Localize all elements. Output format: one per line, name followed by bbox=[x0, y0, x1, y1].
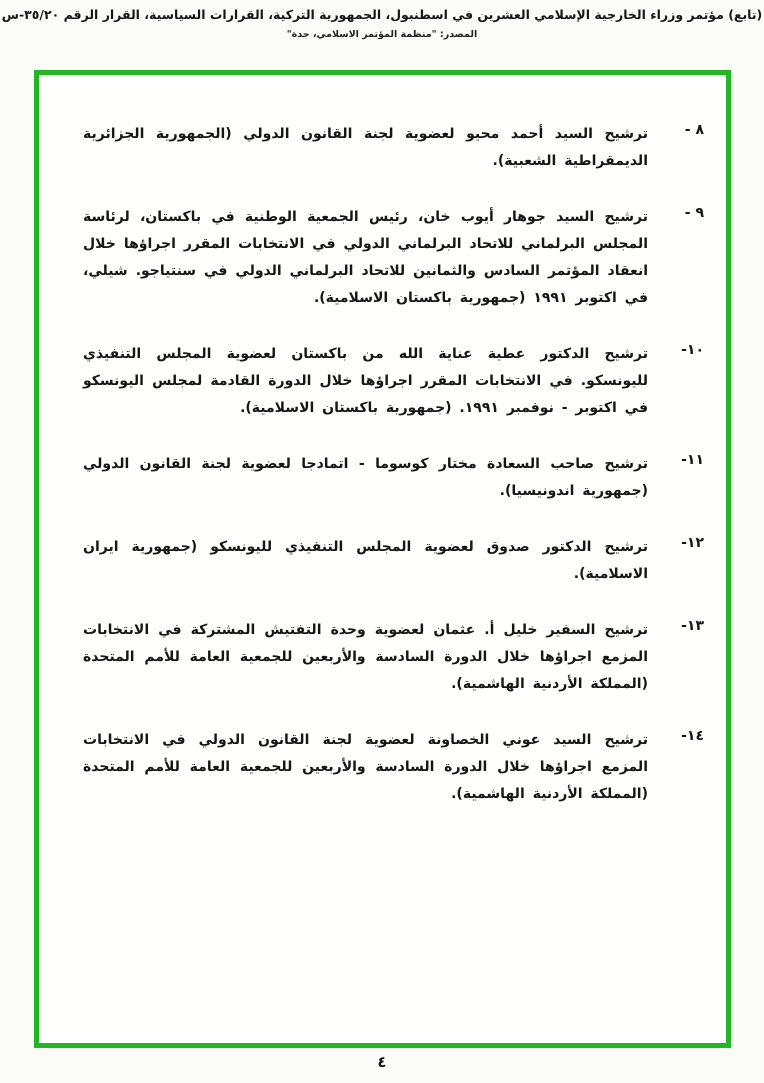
item-number: ٨ - bbox=[684, 122, 704, 138]
list-item bbox=[83, 534, 704, 588]
item-number: ١٢- bbox=[681, 535, 704, 551]
list-item bbox=[83, 204, 704, 312]
item-text: ترشيح صاحب السعادة مختار كوسوما - اتمادجا لعضوية لجنة القانون الدولي (جمهورية اندونيسيا). bbox=[83, 456, 648, 499]
list-item bbox=[83, 617, 704, 698]
list-item bbox=[83, 121, 704, 175]
item-text: ترشيح السفير خليل أ. عثمان لعضوية وحدة التفتيش المشتركة في الانتخابات المزمع اجراؤها خلال الدورة السادسة والأربعين للجمعية العامة للأمم المتحدة (المملكة الأردنية الهاشمية). bbox=[83, 622, 648, 692]
item-number: ١١- bbox=[681, 452, 704, 468]
source-line: المصدر: "منظمة المؤتمر الاسلامي، جدة" bbox=[286, 29, 478, 40]
item-text: ترشيح السيد جوهار أيوب خان، رئيس الجمعية الوطنية في باكستان، لرئاسة المجلس البرلماني للاتحاد البرلماني الدولي في الانتخابات المقرر اجراؤها خلال انعقاد المؤتمر السادس والثمانين للاتحاد البرلماني الدولي في سنتياجو. شيلي، في اكتوبر ١٩٩١ (جمهورية باكستان الاسلامية). bbox=[83, 209, 648, 306]
item-number: ١٣- bbox=[681, 618, 704, 634]
item-number: ١٠- bbox=[681, 342, 704, 358]
item-text: ترشيح الدكتور صدوق لعضوية المجلس التنفيذي لليونسكو (جمهورية ايران الاسلامية). bbox=[83, 539, 648, 582]
document-title: (تابع) مؤتمر وزراء الخارجية الإسلامي العشرين في اسطنبول، الجمهورية التركية، القرارات السياسية، القرار الرقم ٣٥/٢٠-س bbox=[1, 7, 763, 22]
item-text: ترشيح الدكتور عطية عناية الله من باكستان لعضوية المجلس التنفيذي لليونسكو. في الانتخابات المقرر اجراؤها خلال الدورة القادمة لمجلس اليونسكو في اكتوبر - نوفمبر ١٩٩١. (جمهورية باكستان الاسلامية). bbox=[83, 346, 648, 416]
item-number: ٩ - bbox=[684, 205, 704, 221]
list-item bbox=[83, 451, 704, 505]
document-header bbox=[0, 7, 764, 40]
resolution-list bbox=[39, 75, 726, 808]
list-item bbox=[83, 341, 704, 422]
document-frame bbox=[34, 70, 731, 1048]
item-text: ترشيح السيد عوني الخصاونة لعضوية لجنة القانون الدولي في الانتخابات المزمع اجراؤها خلال الدورة السادسة والأربعين للجمعية العامة للأمم المتحدة (المملكة الأردنية الهاشمية). bbox=[83, 732, 648, 802]
item-text: ترشيح السيد أحمد محيو لعضوية لجنة القانون الدولي (الجمهورية الجزائرية الديمقراطية الشعبية). bbox=[83, 126, 648, 169]
list-item bbox=[83, 727, 704, 808]
page-number: ٤ bbox=[377, 1053, 387, 1071]
item-number: ١٤- bbox=[681, 728, 704, 744]
